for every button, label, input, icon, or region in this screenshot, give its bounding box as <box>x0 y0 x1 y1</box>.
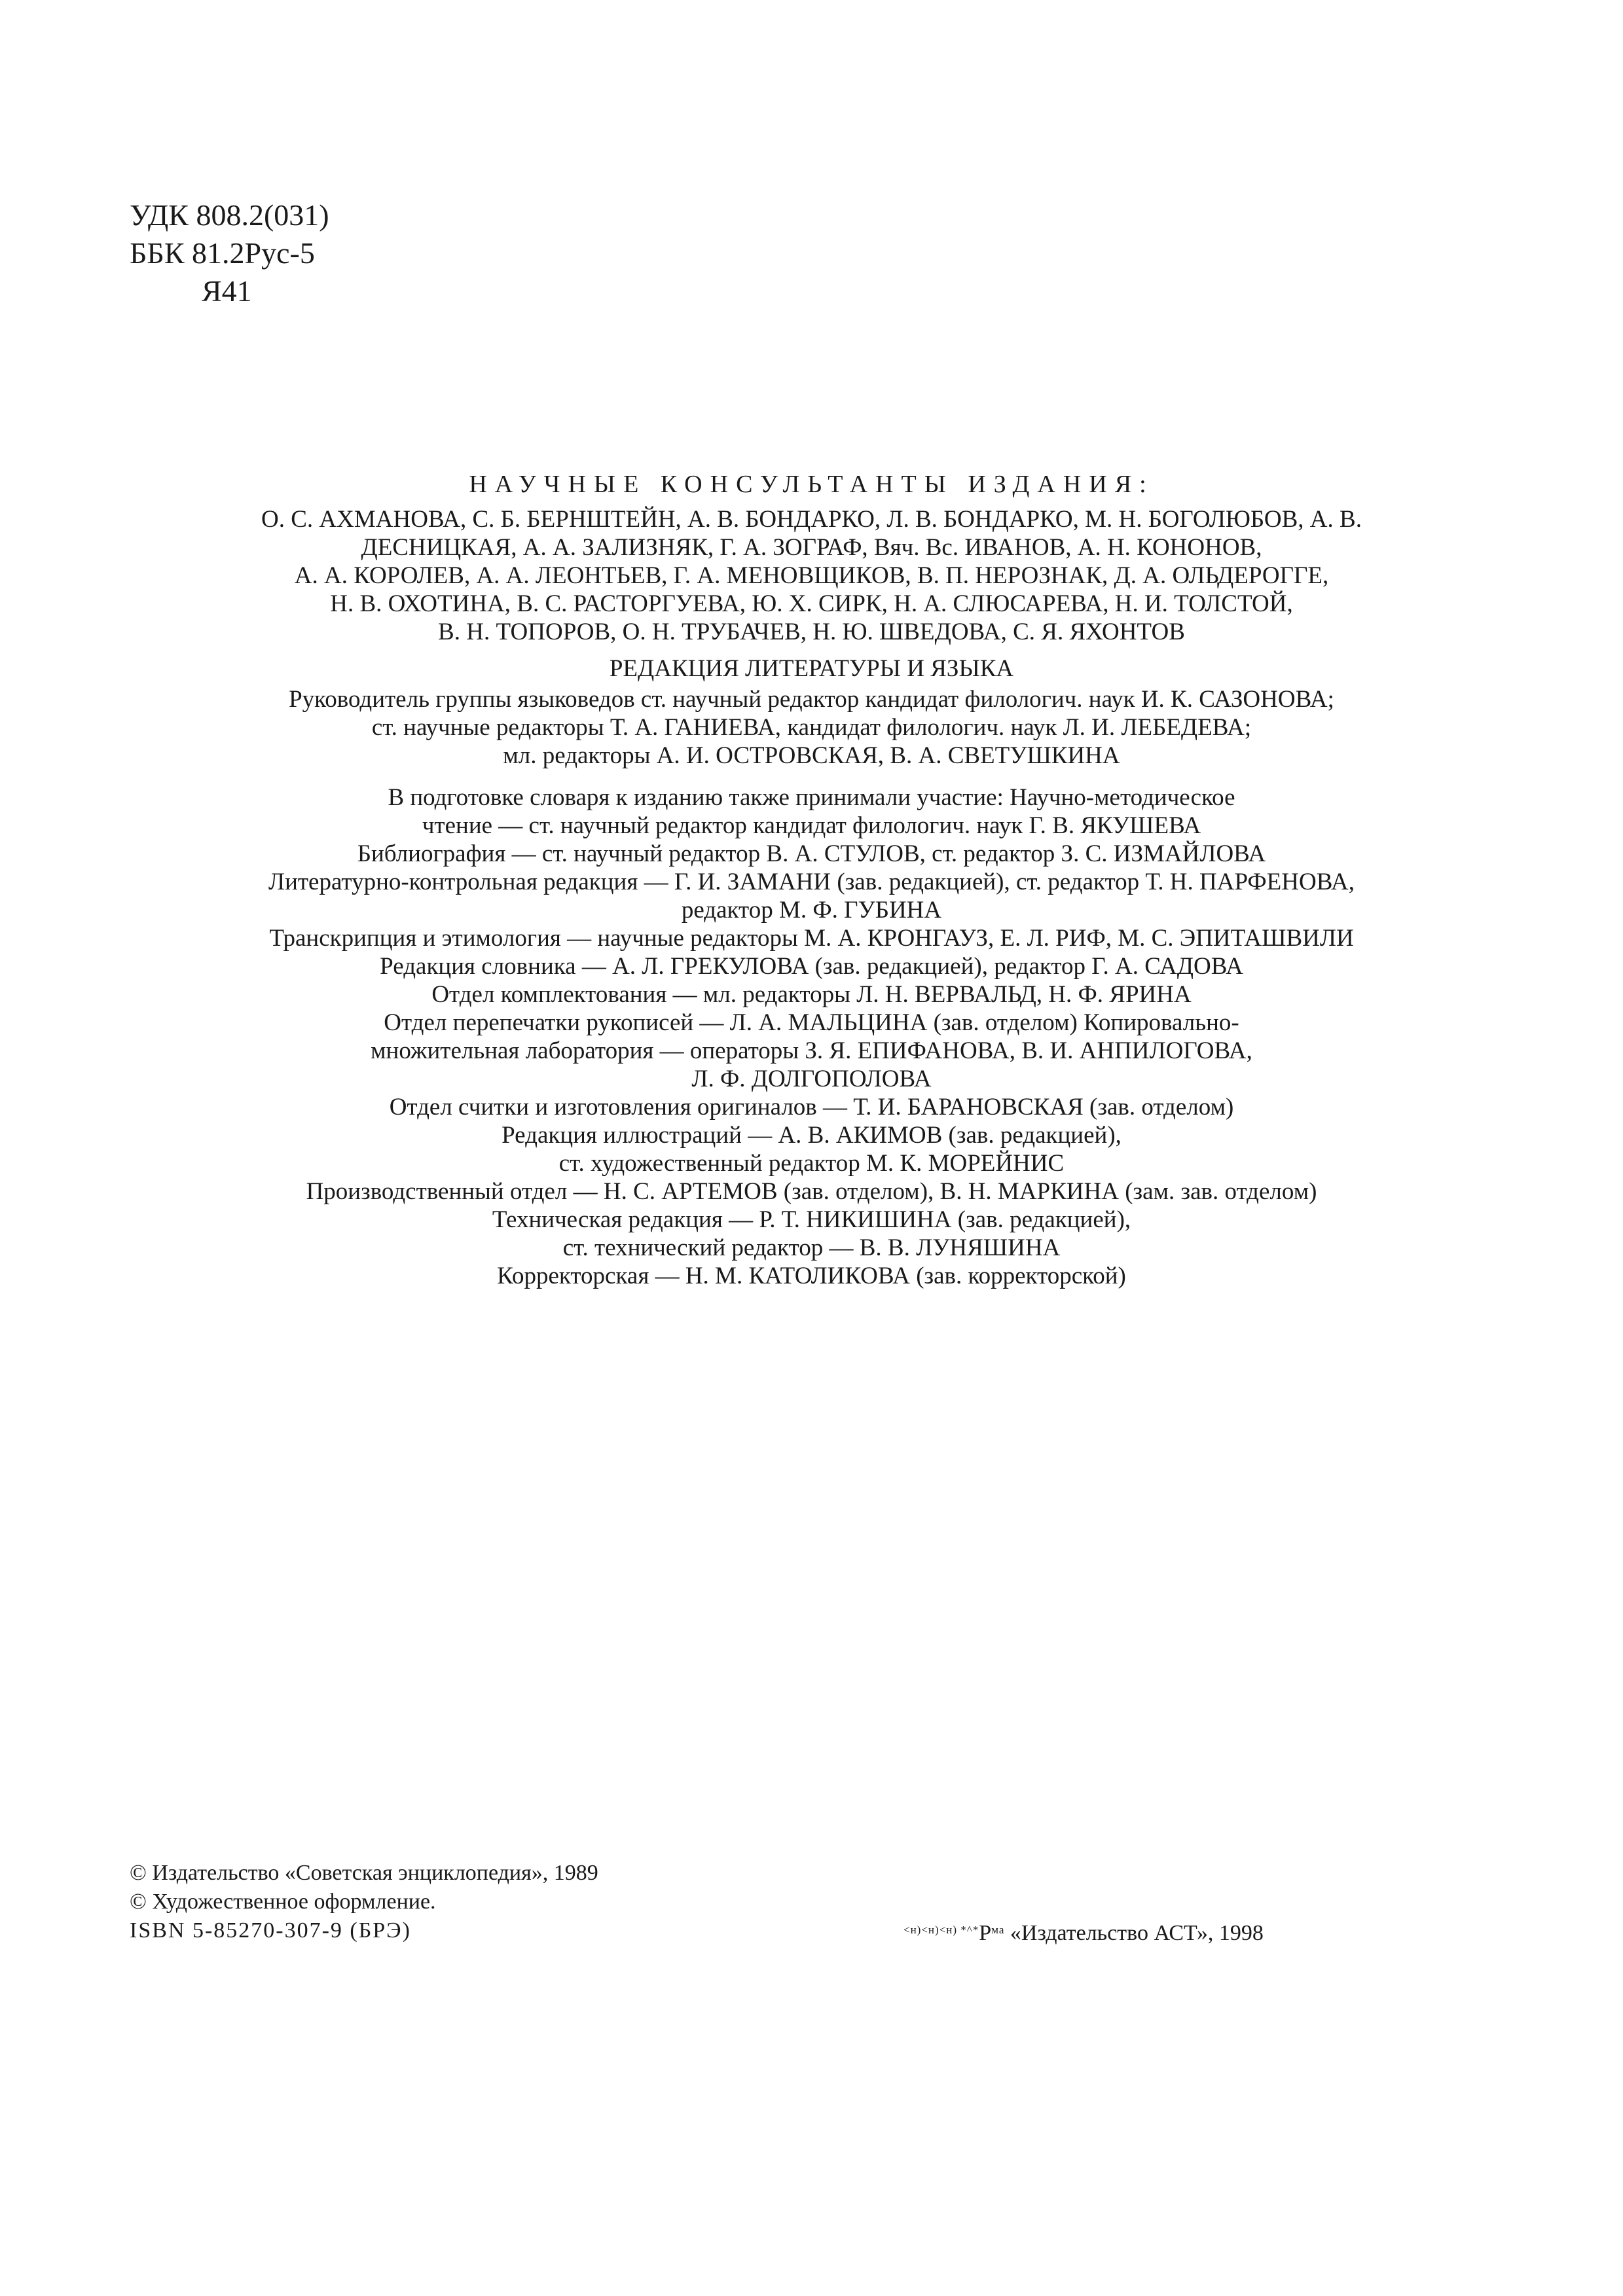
copyright-line: © Издательство «Советская энциклопедия», 1989 <box>130 1861 598 1885</box>
participants-line: Редакция иллюстраций — А. В. АКИМОВ (зав. редакцией), <box>501 1122 1122 1149</box>
participants-line: Л. Ф. ДОЛГОПОЛОВА <box>691 1066 932 1092</box>
participants-line: Литературно-контрольная редакция — Г. И. ЗАМАНИ (зав. редакцией), ст. редактор Т. Н. ПАРФЕНОВА, <box>268 869 1355 895</box>
participants-line: Техническая редакция — Р. Т. НИКИШИНА (зав. редакцией), <box>492 1206 1131 1233</box>
classification-block <box>130 196 329 310</box>
participants-line: ст. технический редактор — В. В. ЛУНЯШИНА <box>562 1234 1061 1261</box>
participants-line: редактор М. Ф. ГУБИНА <box>681 897 942 924</box>
participants-line: Отдел считки и изготовления оригиналов — Т. И. БАРАНОВСКАЯ (зав. отделом) <box>389 1094 1234 1121</box>
participants-line: множительная лаборатория — операторы З. Я. ЕПИФАНОВА, В. И. АНПИЛОГОВА, <box>371 1037 1252 1064</box>
participants-line: ст. художественный редактор М. К. МОРЕЙНИС <box>558 1150 1065 1177</box>
consultants-line: А. А. КОРОЛЕВ, А. А. ЛЕОНТЬЕВ, Г. А. МЕНОВЩИКОВ, В. П. НЕРОЗНАК, Д. А. ОЛЬДЕРОГГЕ, <box>294 562 1329 589</box>
participants-list <box>0 783 1623 1290</box>
participants-line: чтение — ст. научный редактор кандидат филологич. наук Г. В. ЯКУШЕВА <box>422 812 1201 839</box>
editorial-line: Руководитель группы языковедов ст. научный редактор кандидат филологич. наук И. К. САЗОНОВА; <box>289 686 1334 713</box>
udk-code: УДК 808.2(031) <box>130 198 329 232</box>
author-mark: Я41 <box>202 274 252 308</box>
garbled-letter: Р <box>979 1921 992 1945</box>
isbn-line: ISBN 5-85270-307-9 (БРЭ) <box>130 1918 411 1943</box>
editorial-line: мл. редакторы А. И. ОСТРОВСКАЯ, В. А. СВЕТУШКИНА <box>503 742 1120 769</box>
consultants-list <box>0 505 1623 646</box>
consultants-heading: НАУЧНЫЕ КОНСУЛЬТАНТЫ ИЗДАНИЯ: <box>469 471 1154 498</box>
editorial-heading <box>0 655 1623 683</box>
participants-line: Библиография — ст. научный редактор В. А. СТУЛОВ, ст. редактор З. С. ИЗМАЙЛОВА <box>357 840 1266 867</box>
consultants-line: ДЕСНИЦКАЯ, А. А. ЗАЛИЗНЯК, Г. А. ЗОГРАФ, Вяч. Вс. ИВАНОВ, А. Н. КОНОНОВ, <box>361 534 1262 561</box>
garbled-mid: *^* <box>957 1924 979 1936</box>
garbled-prefix: <н)<н)<н) <box>903 1924 958 1936</box>
garbled-superscript: ма <box>991 1924 1005 1936</box>
participants-line: Производственный отдел — Н. С. АРТЕМОВ (зав. отделом), В. Н. МАРКИНА (зам. зав. отделом) <box>306 1178 1317 1205</box>
copyright-line: © Художественное оформление. <box>130 1890 436 1914</box>
participants-line: Отдел перепечатки рукописей — Л. А. МАЛЬЦИНА (зав. отделом) Копировально- <box>384 1009 1239 1036</box>
editorial-heading-text: РЕДАКЦИЯ ЛИТЕРАТУРЫ И ЯЗЫКА <box>609 655 1014 682</box>
bbk-code: ББК 81.2Рус-5 <box>130 236 315 270</box>
participants-line: В подготовке словаря к изданию также принимали участие: Научно-методическое <box>388 784 1235 811</box>
editorial-line: ст. научные редакторы Т. А. ГАНИЕВА, кандидат филологич. наук Л. И. ЛЕБЕДЕВА; <box>371 714 1252 741</box>
participants-line: Транскрипция и этимология — научные редакторы М. А. КРОНГАУЗ, Е. Л. РИФ, М. С. ЭПИТАШВИЛИ <box>269 925 1354 952</box>
publisher-imprint <box>903 1916 1264 1948</box>
editorial-staff <box>0 685 1623 770</box>
consultants-line: В. Н. ТОПОРОВ, О. Н. ТРУБАЧЕВ, Н. Ю. ШВЕДОВА, С. Я. ЯХОНТОВ <box>438 619 1185 645</box>
consultants-line: Н. В. ОХОТИНА, В. С. РАСТОРГУЕВА, Ю. Х. СИРК, Н. А. СЛЮСАРЕВА, Н. И. ТОЛСТОЙ, <box>330 590 1293 617</box>
participants-line: Корректорская — Н. М. КАТОЛИКОВА (зав. корректорской) <box>497 1263 1126 1289</box>
imprint-block <box>130 1859 598 1945</box>
consultants-line: О. С. АХМАНОВА, С. Б. БЕРНШТЕЙН, А. В. БОНДАРКО, Л. В. БОНДАРКО, М. Н. БОГОЛЮБОВ, А. В. <box>261 506 1362 533</box>
participants-line: Отдел комплектования — мл. редакторы Л. Н. ВЕРВАЛЬД, Н. Ф. ЯРИНА <box>431 981 1192 1008</box>
participants-line: Редакция словника — А. Л. ГРЕКУЛОВА (зав. редакцией), редактор Г. А. САДОВА <box>380 953 1243 980</box>
publisher-line: «Издательство АСТ», 1998 <box>1004 1921 1264 1945</box>
